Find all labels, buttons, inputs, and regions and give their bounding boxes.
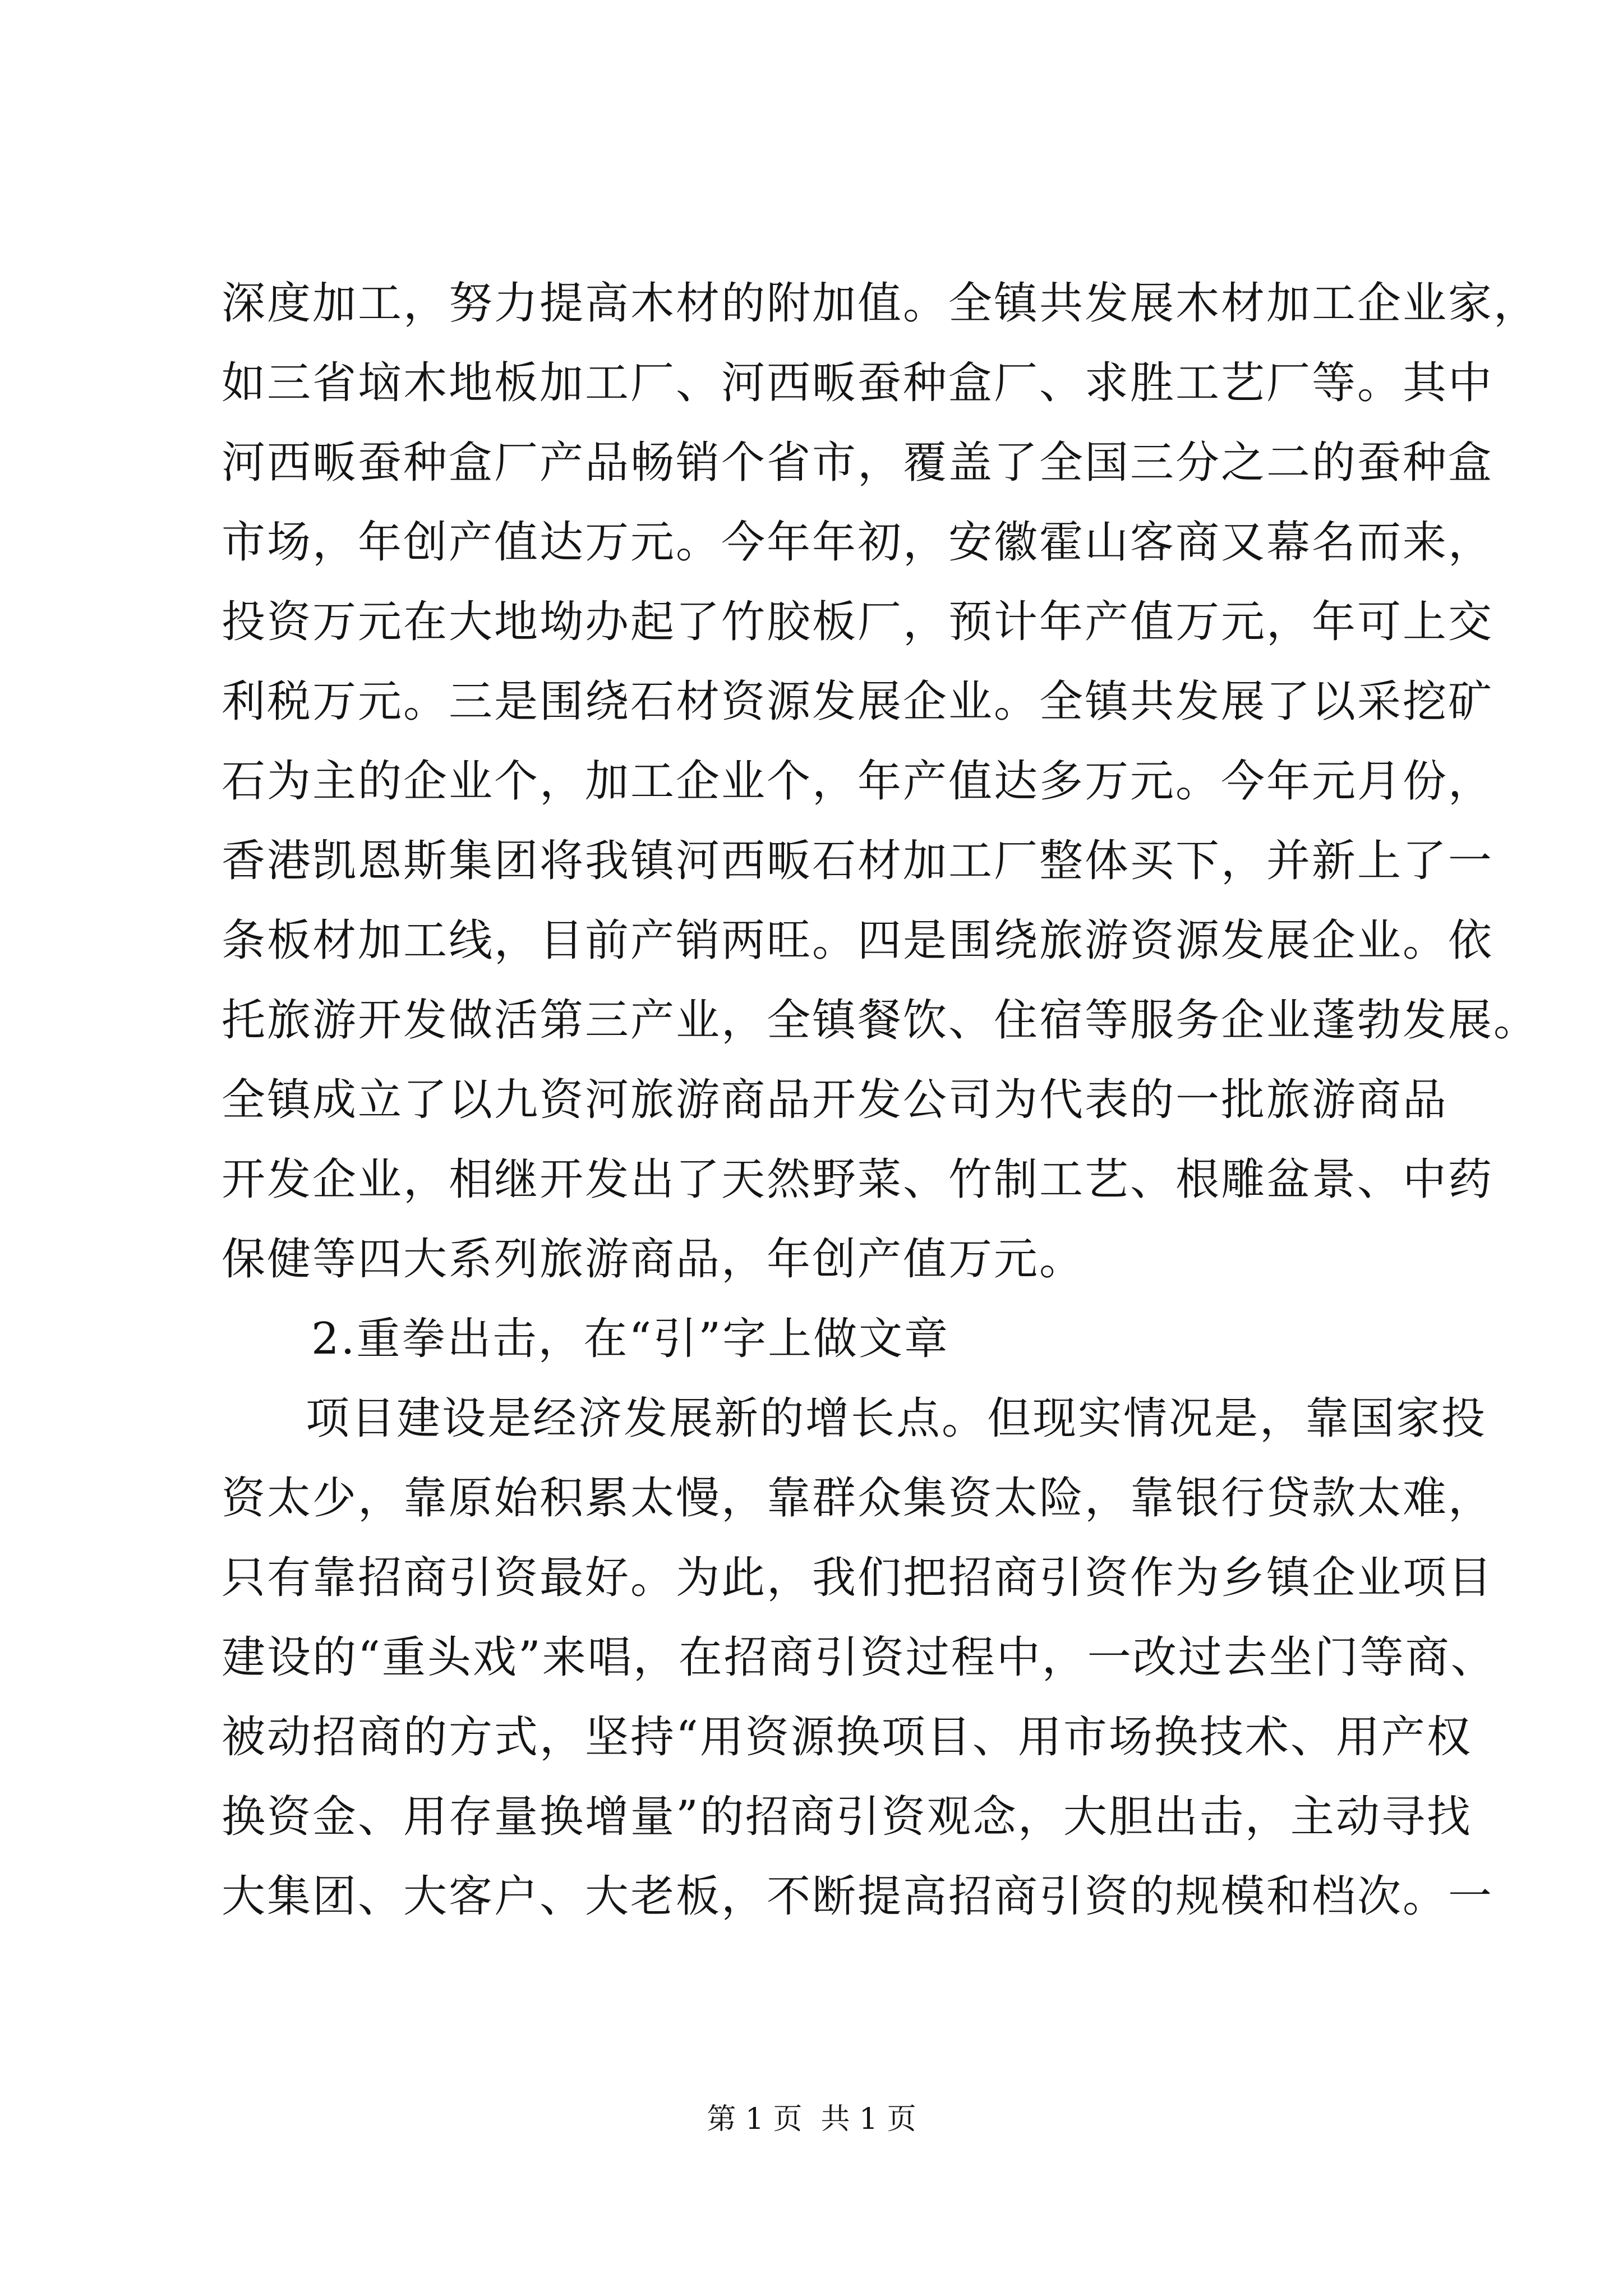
text-line: 香港凯恩斯集团将我镇河西畈石材加工厂整体买下，并新上了一 [222,836,1494,886]
text-line: 被动招商的方式，坚持“用资源换项目、用市场换技术、用产权 [222,1712,1472,1763]
text-line: 利税万元。三是围绕石材资源发展企业。全镇共发展了以采挖矿 [222,677,1494,727]
text-line: 大集团、大客户、大老板，不断提高招商引资的规模和档次。一 [222,1871,1494,1922]
text-line: 资太少，靠原始积累太慢，靠群众集资太险，靠银行贷款太难， [222,1473,1494,1524]
text-line: 河西畈蚕种盒厂产品畅销个省市，覆盖了全国三分之二的蚕种盒 [222,438,1494,488]
text-line: 石为主的企业个，加工企业个，年产值达多万元。今年元月份， [222,756,1494,807]
text-line: 项目建设是经济发展新的增长点。但现实情况是，靠国家投 [306,1393,1487,1444]
text-line: 深度加工，努力提高木材的附加值。全镇共发展木材加工企业家， [222,278,1539,329]
text-line: 保健等四大系列旅游商品，年创产值万元。 [222,1234,1085,1285]
text-line: 开发企业，相继开发出了天然野菜、竹制工艺、根雕盆景、中药 [222,1154,1494,1205]
text-line: 投资万元在大地坳办起了竹胶板厂，预计年产值万元，年可上交 [222,597,1494,647]
text-line: 条板材加工线，目前产销两旺。四是围绕旅游资源发展企业。依 [222,915,1494,966]
page-number-label: 第 1 页 共 1 页 [707,2102,916,2136]
text-line: 只有靠招商引资最好。为此，我们把招商引资作为乡镇企业项目 [222,1553,1494,1603]
text-line: 建设的“重头戏”来唱，在招商引资过程中，一改过去坐门等商、 [222,1632,1496,1683]
text-line: 全镇成立了以九资河旅游商品开发公司为代表的一批旅游商品 [222,1075,1449,1125]
text-line: 换资金、用存量换增量”的招商引资观念，大胆出击，主动寻找 [222,1792,1472,1842]
page-footer [0,2097,1623,2142]
text-line: 如三省垴木地板加工厂、河西畈蚕种盒厂、求胜工艺厂等。其中 [222,358,1494,408]
section-heading: 2.重拳出击，在“引”字上做文章 [311,1314,950,1364]
text-line: 市场，年创产值达万元。今年年初，安徽霍山客商又幕名而来， [222,517,1494,568]
body-text [222,264,1539,1936]
text-line: 托旅游开发做活第三产业，全镇餐饮、住宿等服务企业蓬勃发展。 [222,995,1539,1046]
